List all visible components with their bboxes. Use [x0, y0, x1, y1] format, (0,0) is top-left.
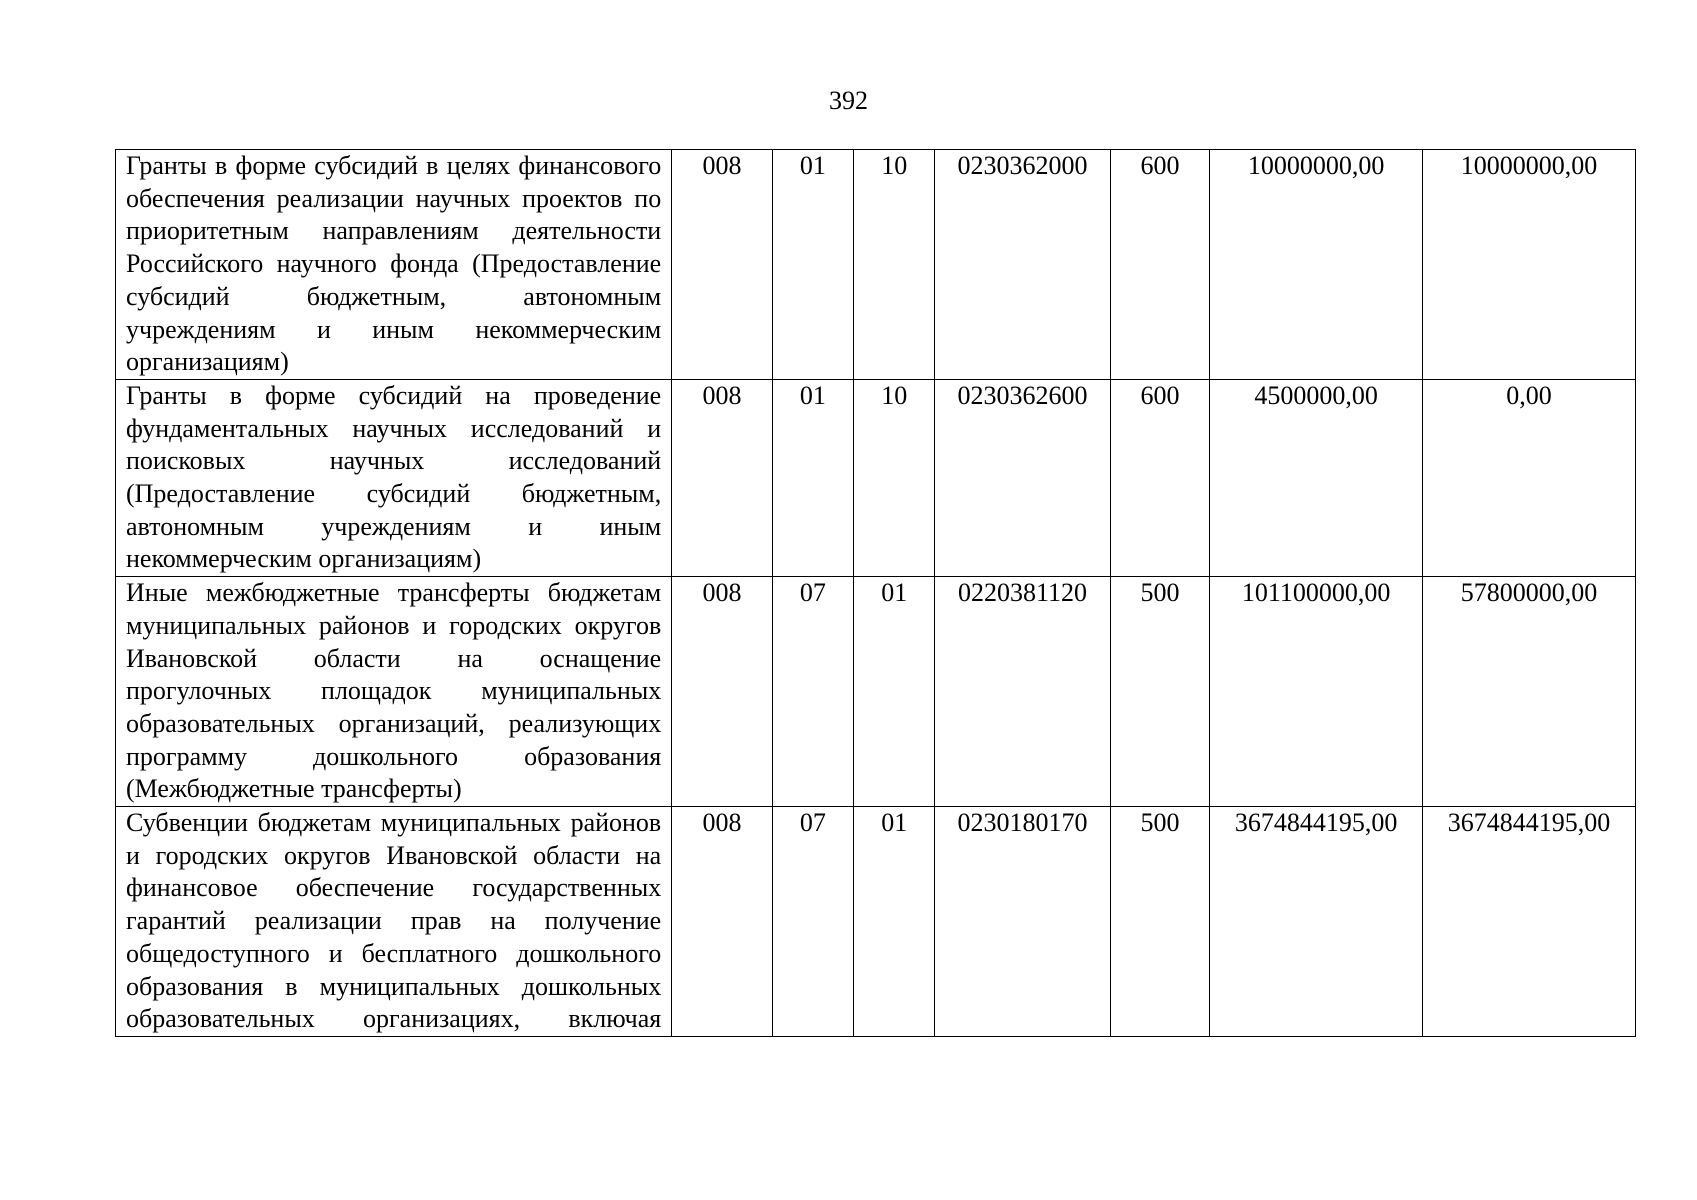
subsection-code: 10 — [854, 379, 935, 576]
target-article-code: 0230362600 — [935, 379, 1110, 576]
section-code: 01 — [772, 379, 853, 576]
table-row — [116, 577, 1636, 807]
amount-second-year: 0,00 — [1423, 379, 1636, 576]
subsection-code: 01 — [854, 807, 935, 1037]
ministry-code: 008 — [672, 379, 773, 576]
subsection-code: 10 — [854, 150, 935, 380]
row-description: Гранты в форме субсидий на проведение фундаментальных научных исследований и поисковых научных исследований (Предоставление субсидий бюджетным, автономным учреждениям и иным некоммерческим организациям) — [116, 379, 672, 576]
row-description: Гранты в форме субсидий в целях финансового обеспечения реализации научных проектов по приоритетным направлениям деятельности Российского научного фонда (Предоставление субсидий бюджетным, автономным учреждениям и иным некоммерческим организациям) — [116, 150, 672, 380]
amount-first-year: 101100000,00 — [1210, 577, 1423, 807]
amount-second-year: 10000000,00 — [1423, 150, 1636, 380]
amount-first-year: 10000000,00 — [1210, 150, 1423, 380]
ministry-code: 008 — [672, 807, 773, 1037]
amount-first-year: 4500000,00 — [1210, 379, 1423, 576]
table-row — [116, 379, 1636, 576]
table-row — [116, 807, 1636, 1037]
expense-type-code: 500 — [1110, 577, 1209, 807]
target-article-code: 0230180170 — [935, 807, 1110, 1037]
row-description: Иные межбюджетные трансферты бюджетам муниципальных районов и городских округов Ивановской области на оснащение прогулочных площадок муниципальных образовательных организаций, реализующих программу дошкольного образования (Межбюджетные трансферты) — [116, 577, 672, 807]
amount-second-year: 57800000,00 — [1423, 577, 1636, 807]
section-code: 07 — [772, 807, 853, 1037]
expense-type-code: 500 — [1110, 807, 1209, 1037]
ministry-code: 008 — [672, 150, 773, 380]
section-code: 01 — [772, 150, 853, 380]
section-code: 07 — [772, 577, 853, 807]
amount-second-year: 3674844195,00 — [1423, 807, 1636, 1037]
row-description: Субвенции бюджетам муниципальных районов и городских округов Ивановской области на финансовое обеспечение государственных гарантий реализации прав на получение общедоступного и бесплатного дошкольного образования в муниципальных дошкольных образовательных организациях, включая — [116, 807, 672, 1037]
table-row — [116, 150, 1636, 380]
budget-table — [115, 149, 1636, 1037]
target-article-code: 0230362000 — [935, 150, 1110, 380]
expense-type-code: 600 — [1110, 379, 1209, 576]
amount-first-year: 3674844195,00 — [1210, 807, 1423, 1037]
expense-type-code: 600 — [1110, 150, 1209, 380]
target-article-code: 0220381120 — [935, 577, 1110, 807]
page-number: 392 — [829, 86, 868, 115]
ministry-code: 008 — [672, 577, 773, 807]
subsection-code: 01 — [854, 577, 935, 807]
